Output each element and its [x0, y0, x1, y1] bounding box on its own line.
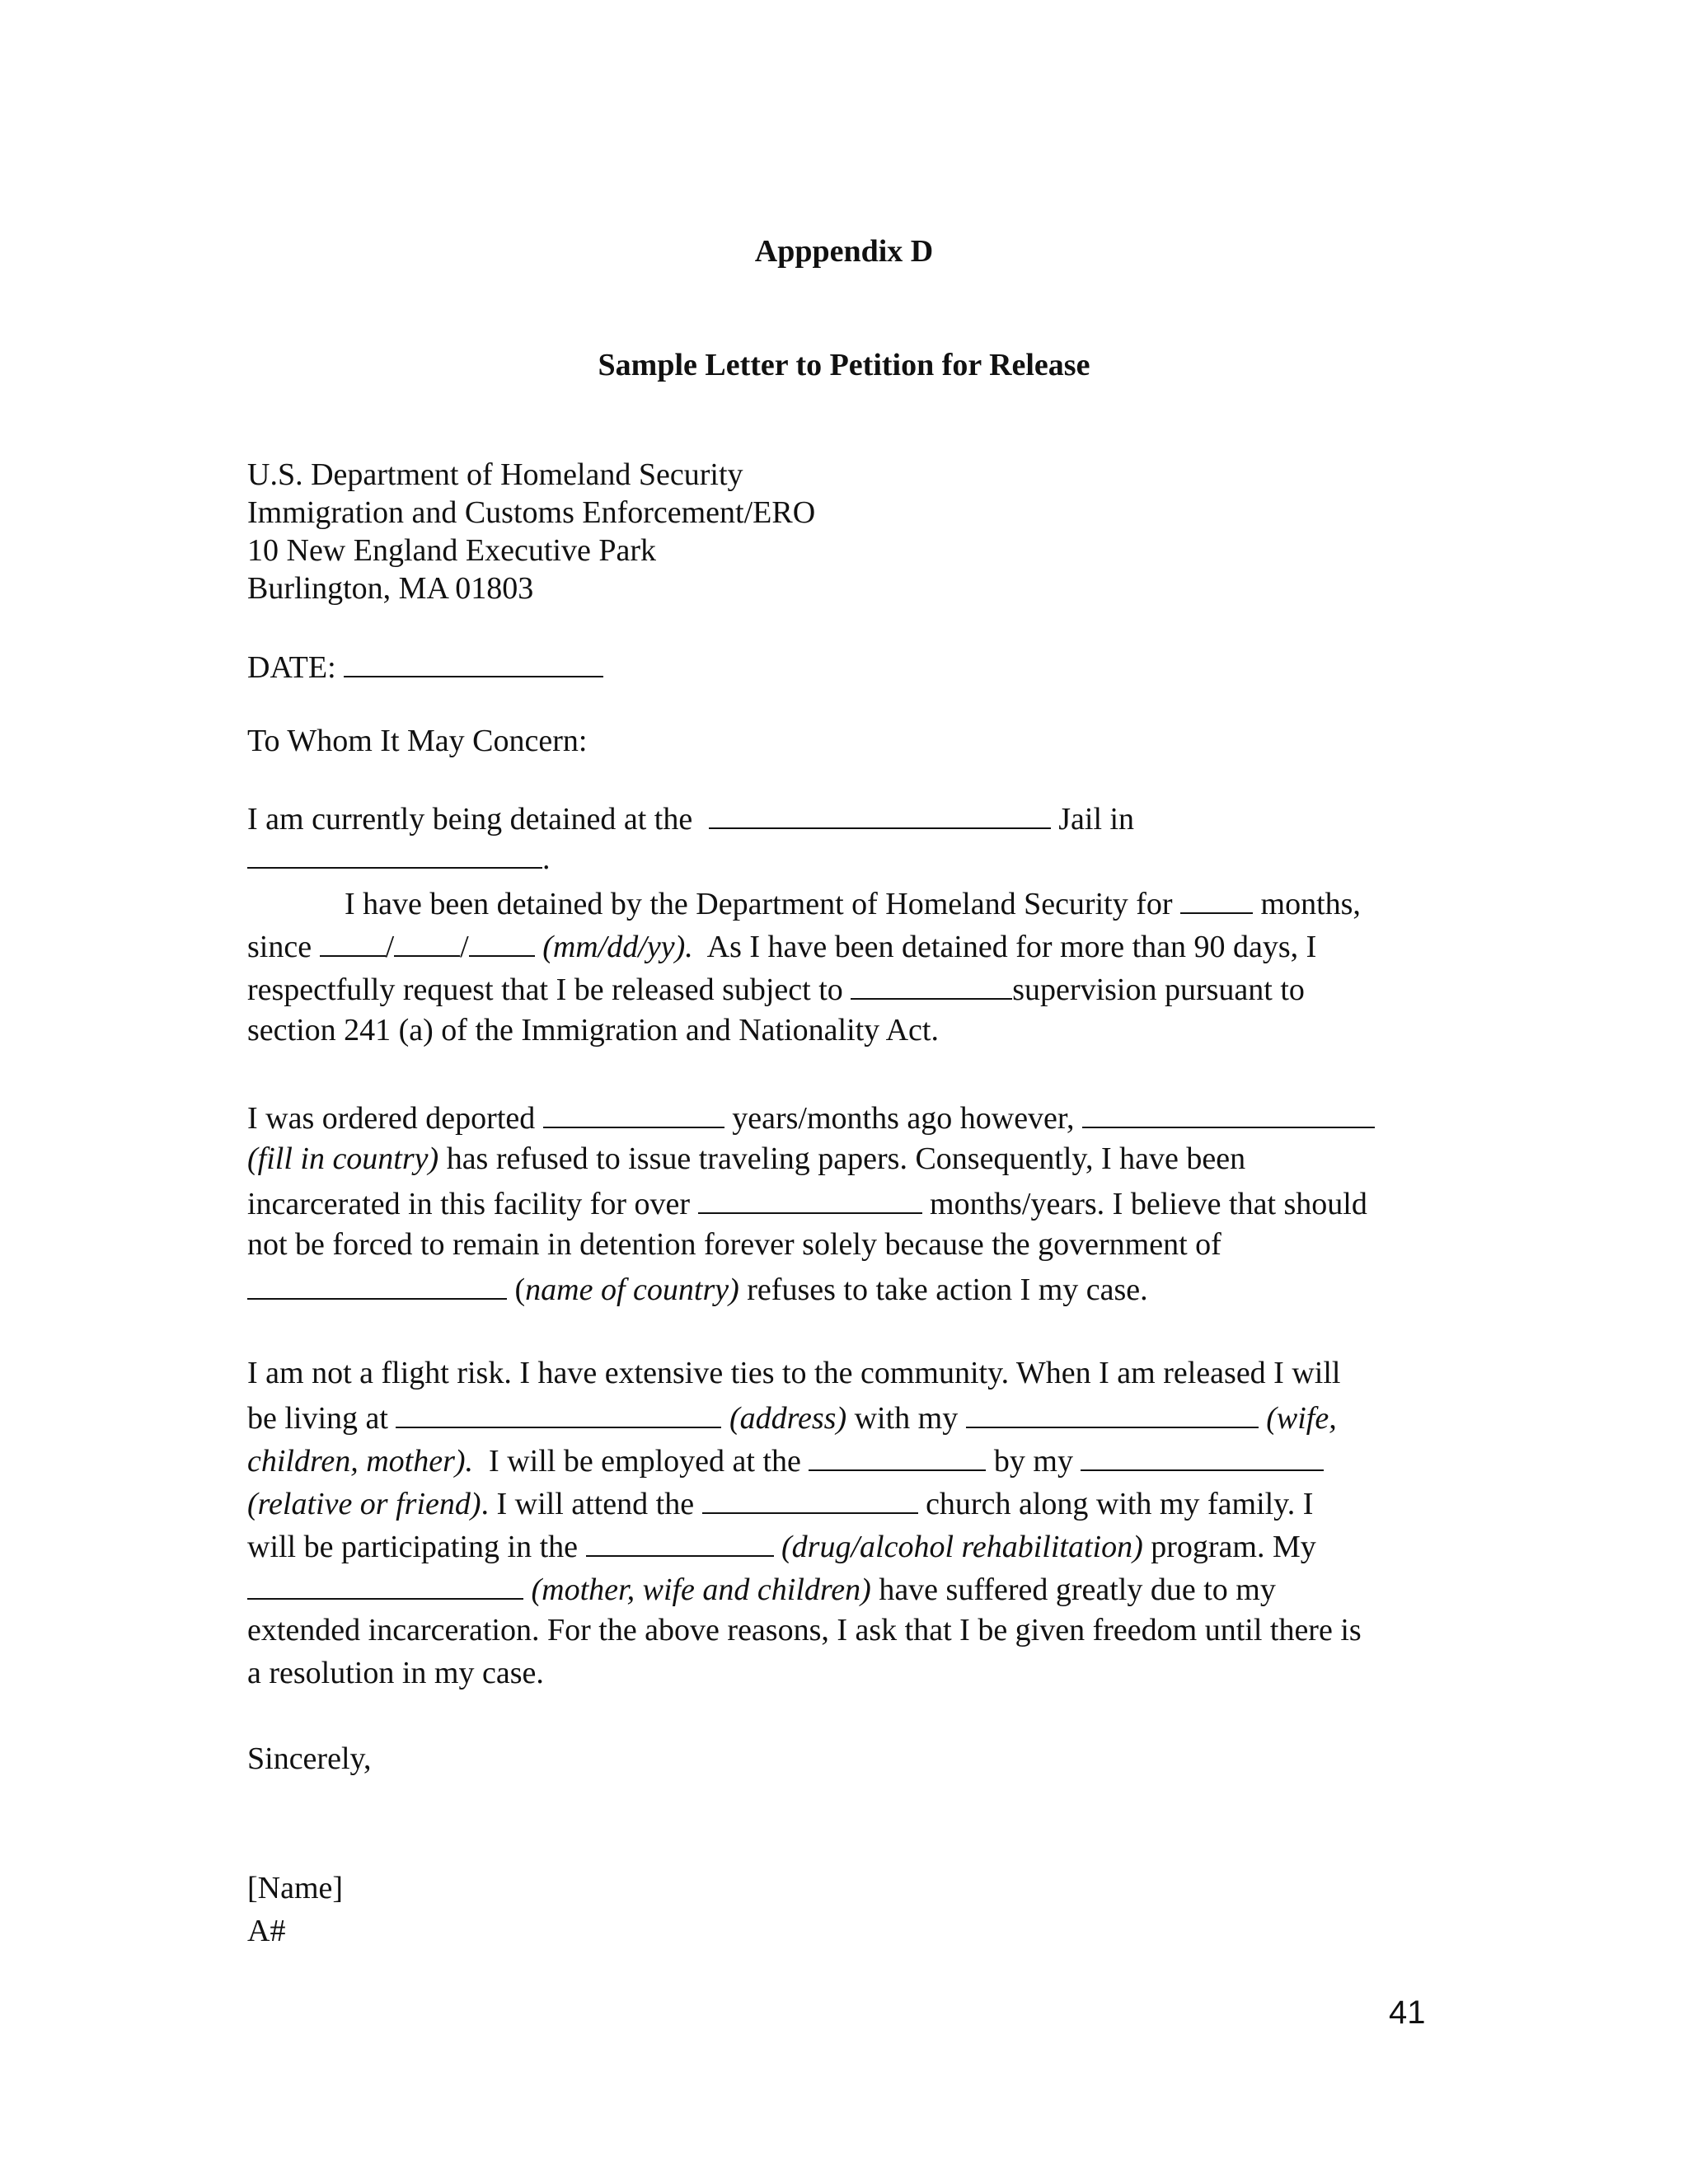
para2-line-1 — [247, 1097, 1375, 1137]
para1-line-6: section 241 (a) of the Immigration and Nationality Act. — [247, 1013, 939, 1047]
para1-text: Jail in — [1058, 802, 1135, 837]
para1-line-3 — [247, 883, 1361, 923]
incarcerated-time-blank[interactable] — [698, 1183, 922, 1214]
para2-text: refuses to take action I my case. — [747, 1272, 1148, 1307]
para2-line-3 — [247, 1183, 1367, 1223]
para3-line-5 — [247, 1526, 1316, 1566]
deported-time-blank[interactable] — [543, 1097, 724, 1128]
date-label: DATE: — [247, 650, 336, 685]
para2-text: ( — [514, 1272, 526, 1307]
family-blank[interactable] — [966, 1397, 1259, 1428]
para2-text: months/years. I believe that should — [930, 1187, 1367, 1221]
date-day-blank[interactable] — [394, 926, 460, 957]
program-blank[interactable] — [586, 1526, 774, 1557]
para3-italic: (wife, — [1266, 1401, 1337, 1436]
date-year-blank[interactable] — [469, 926, 535, 957]
country-blank[interactable] — [1082, 1097, 1375, 1128]
para2-italic: name of country) — [525, 1272, 739, 1307]
letter-title: Sample Letter to Petition for Release — [598, 348, 1090, 382]
para1-text: months, — [1260, 887, 1361, 921]
signature-name: [Name] — [247, 1871, 344, 1905]
para1-text: I am currently being detained at the — [247, 802, 693, 837]
page-number: 41 — [1389, 1994, 1426, 2031]
church-blank[interactable] — [702, 1483, 918, 1514]
para1-line-1 — [247, 798, 1134, 838]
para2-line-4: not be forced to remain in detention forever solely because the government of — [247, 1227, 1221, 1262]
date-month-blank[interactable] — [320, 926, 386, 957]
date-line — [247, 646, 603, 687]
para2-text: incarcerated in this facility for over — [247, 1187, 691, 1221]
para3-italic: children, mother). — [247, 1444, 474, 1479]
para2-line-5 — [247, 1268, 1148, 1309]
months-blank[interactable] — [1180, 883, 1253, 914]
date-blank[interactable] — [344, 646, 603, 677]
salutation: To Whom It May Concern: — [247, 724, 588, 758]
para1-text: / — [385, 930, 395, 964]
para3-text: church along with my family. I — [926, 1487, 1314, 1521]
para3-text: be living at — [247, 1401, 388, 1436]
employer-blank[interactable] — [809, 1440, 986, 1471]
para1-text: / — [460, 930, 469, 964]
para3-italic: (mother, wife and children) — [531, 1572, 871, 1607]
para3-line-1: I am not a flight risk. I have extensive ties to the community. When I am released I will — [247, 1356, 1341, 1390]
para1-italic: (mm/dd/yy). — [542, 930, 693, 964]
para3-text: will be participating in the — [247, 1530, 579, 1564]
address-line-4: Burlington, MA 01803 — [247, 571, 534, 606]
para1-text: . — [542, 841, 551, 876]
para3-line-6 — [247, 1568, 1276, 1609]
relatives-blank[interactable] — [247, 1568, 523, 1600]
para3-italic: (address) — [729, 1401, 847, 1436]
para1-line-4 — [247, 926, 1316, 966]
para3-italic: (drug/alcohol rehabilitation) — [781, 1530, 1143, 1564]
para2-line-2 — [247, 1140, 1245, 1178]
para1-text: since — [247, 930, 312, 964]
para2-text: I was ordered deported — [247, 1101, 536, 1136]
para1-text: I have been detained by the Department of Homeland Security for — [345, 887, 1173, 921]
country-name-blank[interactable] — [247, 1268, 507, 1300]
para3-text: I will be employed at the — [489, 1444, 801, 1479]
para3-text: with my — [854, 1401, 959, 1436]
para1-line-2 — [247, 837, 551, 878]
para1-text: As I have been detained for more than 90 days, I — [706, 930, 1317, 964]
para3-text: . I will attend the — [481, 1487, 695, 1521]
address-line-3: 10 New England Executive Park — [247, 533, 656, 568]
para3-text: by my — [993, 1444, 1073, 1479]
para2-italic: (fill in country) — [247, 1141, 439, 1176]
jail-name-blank[interactable] — [709, 798, 1051, 829]
para1-text: supervision pursuant to — [1012, 972, 1305, 1007]
jail-location-blank[interactable] — [247, 837, 542, 869]
para3-text: program. My — [1151, 1530, 1316, 1564]
para2-text: years/months ago however, — [732, 1101, 1075, 1136]
address-blank[interactable] — [396, 1397, 721, 1428]
signature-a-number: A# — [247, 1914, 286, 1948]
appendix-heading: Apppendix D — [754, 234, 934, 269]
para3-line-3 — [247, 1440, 1324, 1480]
address-line-2: Immigration and Customs Enforcement/ERO — [247, 495, 816, 530]
para3-text: have suffered greatly due to my — [879, 1572, 1276, 1607]
para3-line-4 — [247, 1483, 1313, 1523]
para3-line-7: extended incarceration. For the above reasons, I ask that I be given freedom until there is — [247, 1613, 1362, 1647]
para1-text: respectfully request that I be released subject to — [247, 972, 843, 1007]
para3-line-2 — [247, 1397, 1337, 1437]
closing: Sincerely, — [247, 1741, 372, 1776]
para1-line-5 — [247, 968, 1305, 1009]
relative-blank[interactable] — [1081, 1440, 1324, 1471]
para2-text: has refused to issue traveling papers. Consequently, I have been — [446, 1141, 1246, 1176]
address-line-1: U.S. Department of Homeland Security — [247, 457, 743, 492]
supervision-blank[interactable] — [851, 968, 1012, 1000]
para3-line-8: a resolution in my case. — [247, 1656, 544, 1690]
para3-italic: (relative or friend) — [247, 1487, 481, 1521]
